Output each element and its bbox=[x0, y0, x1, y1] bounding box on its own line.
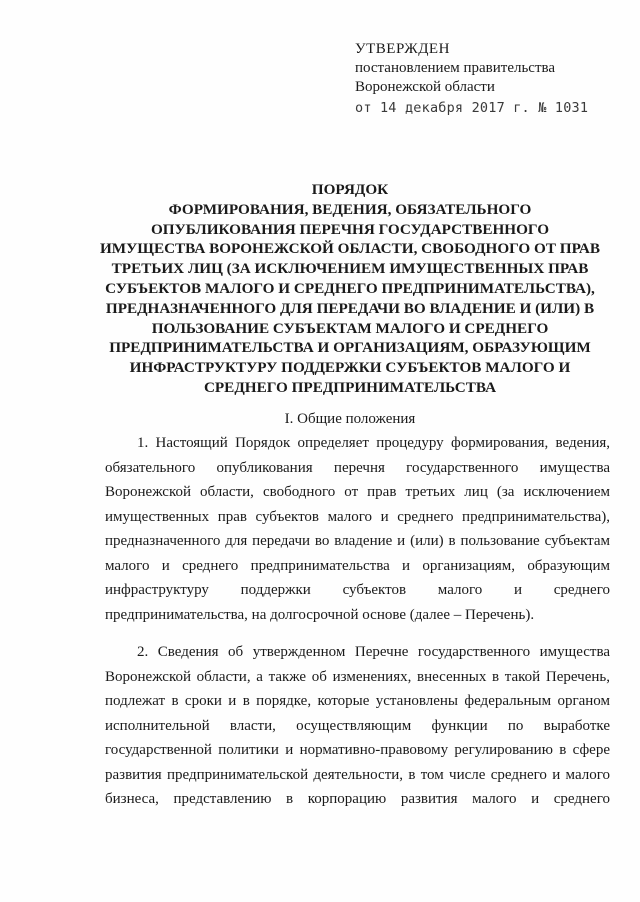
approval-line-2: Воронежской области bbox=[355, 79, 495, 95]
paragraph-2-line: государственной политики и нормативно-правовому регулированию в сфере bbox=[105, 742, 610, 758]
approval-block bbox=[355, 40, 625, 118]
document-title-line: ПРЕДНАЗНАЧЕННОГО ДЛЯ ПЕРЕДАЧИ ВО ВЛАДЕНИЕ И (ИЛИ) В bbox=[105, 299, 595, 317]
document-title-line: ПОРЯДОК bbox=[311, 181, 389, 198]
paragraph-2-line: Воронежской области, а также об изменениях, внесенных в такой Перечень, bbox=[105, 668, 610, 685]
paragraph-1-line: предназначенного для передачи во владение и (или) в пользование субъектам bbox=[105, 533, 610, 549]
document-title-line: ИМУЩЕСТВА ВОРОНЕЖСКОЙ ОБЛАСТИ, СВОБОДНОГО ОТ ПРАВ bbox=[99, 240, 601, 258]
document-title-line: СУБЪЕКТОВ МАЛОГО И СРЕДНЕГО ПРЕДПРИНИМАТЕЛЬСТВА), bbox=[105, 279, 595, 297]
body-text bbox=[105, 431, 610, 812]
document-title-line: ОПУБЛИКОВАНИЯ ПЕРЕЧНЯ ГОСУДАРСТВЕННОГО bbox=[150, 220, 550, 238]
paragraph-2-line: исполнительной власти, осуществляющим функции по выработке bbox=[105, 717, 610, 734]
document-title-line: ПРЕДПРИНИМАТЕЛЬСТВА И ОРГАНИЗАЦИЯМ, ОБРАЗУЮЩИМ bbox=[109, 339, 591, 357]
paragraph-2-line: подлежат в сроки и в порядке, которые установлены федеральным органом bbox=[105, 693, 610, 709]
paragraph-1-line: Воронежской области, свободного от прав третьих лиц (за исключением bbox=[105, 484, 610, 500]
paragraph-1-line: обязательного опубликования перечня государственного имущества bbox=[105, 459, 610, 476]
approval-line-1: постановлением правительства bbox=[355, 60, 556, 76]
document-title-line: ИНФРАСТРУКТУРУ ПОДДЕРЖКИ СУБЪЕКТОВ МАЛОГО И bbox=[129, 359, 571, 377]
paragraph-2-line: бизнеса, представлению в корпорацию развития малого и среднего bbox=[105, 791, 610, 807]
document-title-line: ТРЕТЬИХ ЛИЦ (ЗА ИСКЛЮЧЕНИЕМ ИМУЩЕСТВЕННЫХ ПРАВ bbox=[111, 260, 589, 278]
approval-date-number-stamp: от 14 декабря 2017 г. № 1031 bbox=[355, 100, 589, 116]
paragraph-1-line: 1. Настоящий Порядок определяет процедуру формирования, ведения, bbox=[137, 435, 610, 451]
approval-title: УТВЕРЖДЕН bbox=[355, 41, 450, 57]
document-title-line: ПОЛЬЗОВАНИЕ СУБЪЕКТАМ МАЛОГО И СРЕДНЕГО bbox=[151, 319, 549, 337]
paragraph-1-line: имущественных прав субъектов малого и среднего предпринимательства), bbox=[105, 508, 610, 525]
paragraph-gap bbox=[105, 627, 610, 640]
document-title-line: ФОРМИРОВАНИЯ, ВЕДЕНИЯ, ОБЯЗАТЕЛЬНОГО bbox=[168, 200, 532, 218]
paragraph-2-line: 2. Сведения об утвержденном Перечне государственного имущества bbox=[137, 644, 610, 660]
paragraph-1-line: малого и среднего предпринимательства и организациям, образующим bbox=[105, 557, 610, 574]
document-title-line: СРЕДНЕГО ПРЕДПРИНИМАТЕЛЬСТВА bbox=[203, 378, 497, 396]
paragraph-1-line: инфраструктуру поддержки субъектов малого и среднего bbox=[105, 582, 610, 598]
section-heading: I. Общие положения bbox=[284, 411, 416, 427]
paragraph-2-line: развития предпринимательской деятельности, в том числе среднего и малого bbox=[105, 766, 610, 783]
paragraph-1-line: предпринимательства, на долгосрочной основе (далее – Перечень). bbox=[105, 606, 535, 623]
document-title bbox=[80, 180, 620, 398]
